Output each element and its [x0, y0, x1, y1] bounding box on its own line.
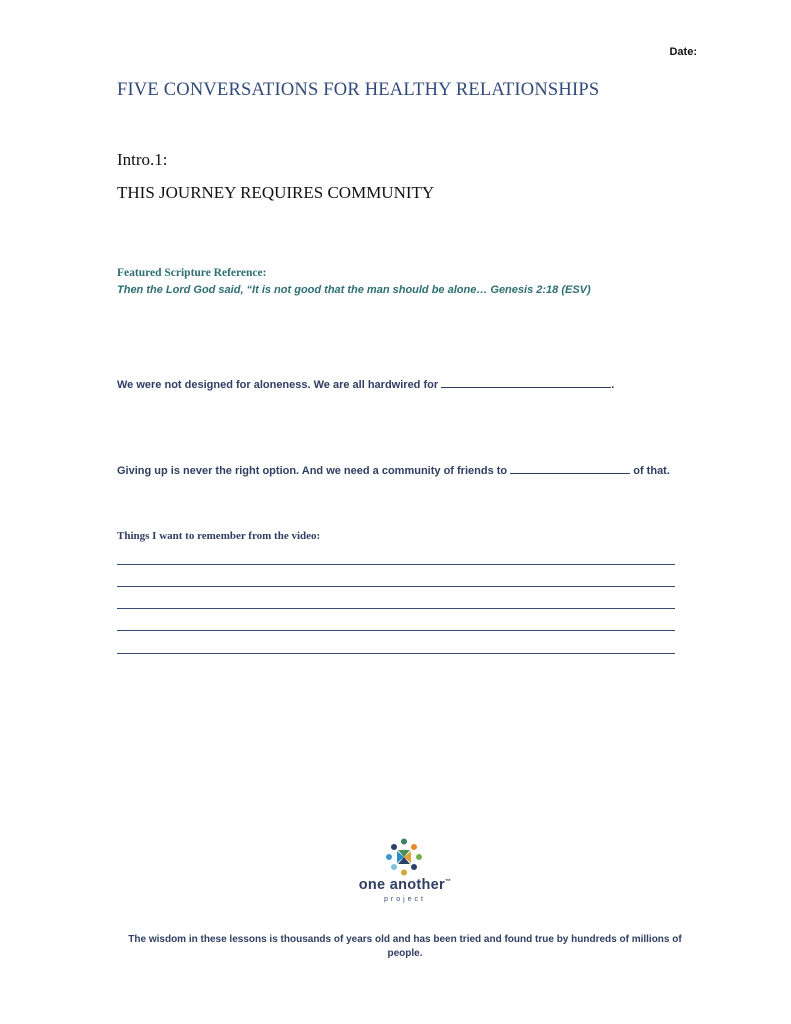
fill-in-1-after: . — [611, 379, 615, 391]
footer-text: The wisdom in these lessons is thousands of years old and has been tried and found true by hundreds of millions of people. — [128, 934, 682, 959]
fill-in-sentence-1 — [117, 377, 614, 391]
fill-in-sentence-2 — [117, 463, 670, 477]
scripture-label: Featured Scripture Reference: — [117, 267, 267, 279]
fill-in-2-before: Giving up is never the right option. And we need a community of friends to — [117, 465, 511, 477]
brand-name-text: one another — [358, 877, 445, 893]
fill-in-1-before: We were not designed for aloneness. We are all hardwired for — [117, 379, 442, 391]
note-line[interactable] — [117, 564, 675, 565]
document-title: FIVE CONVERSATIONS FOR HEALTHY RELATIONSHIPS — [117, 80, 600, 100]
note-line[interactable] — [117, 653, 675, 654]
scripture-text: Then the Lord God said, “It is not good that the man should be alone… Genesis 2:18 (ESV) — [117, 284, 591, 296]
brand-name — [300, 877, 510, 893]
fill-in-1-blank[interactable] — [441, 377, 611, 388]
date-label: Date: — [669, 46, 697, 58]
notes-label: Things I want to remember from the video: — [117, 530, 321, 542]
note-line[interactable] — [117, 630, 675, 631]
brand-subtitle: project — [383, 896, 426, 903]
intro-label: Intro.1: — [117, 150, 168, 169]
fill-in-2-after: of that. — [630, 465, 670, 477]
lesson-subtitle: THIS JOURNEY REQUIRES COMMUNITY — [117, 183, 435, 202]
note-line[interactable] — [117, 586, 675, 587]
fill-in-2-blank[interactable] — [510, 463, 630, 474]
note-line[interactable] — [117, 608, 675, 609]
one-another-logo-icon — [385, 838, 423, 876]
brand-trademark: ™ — [444, 879, 452, 886]
